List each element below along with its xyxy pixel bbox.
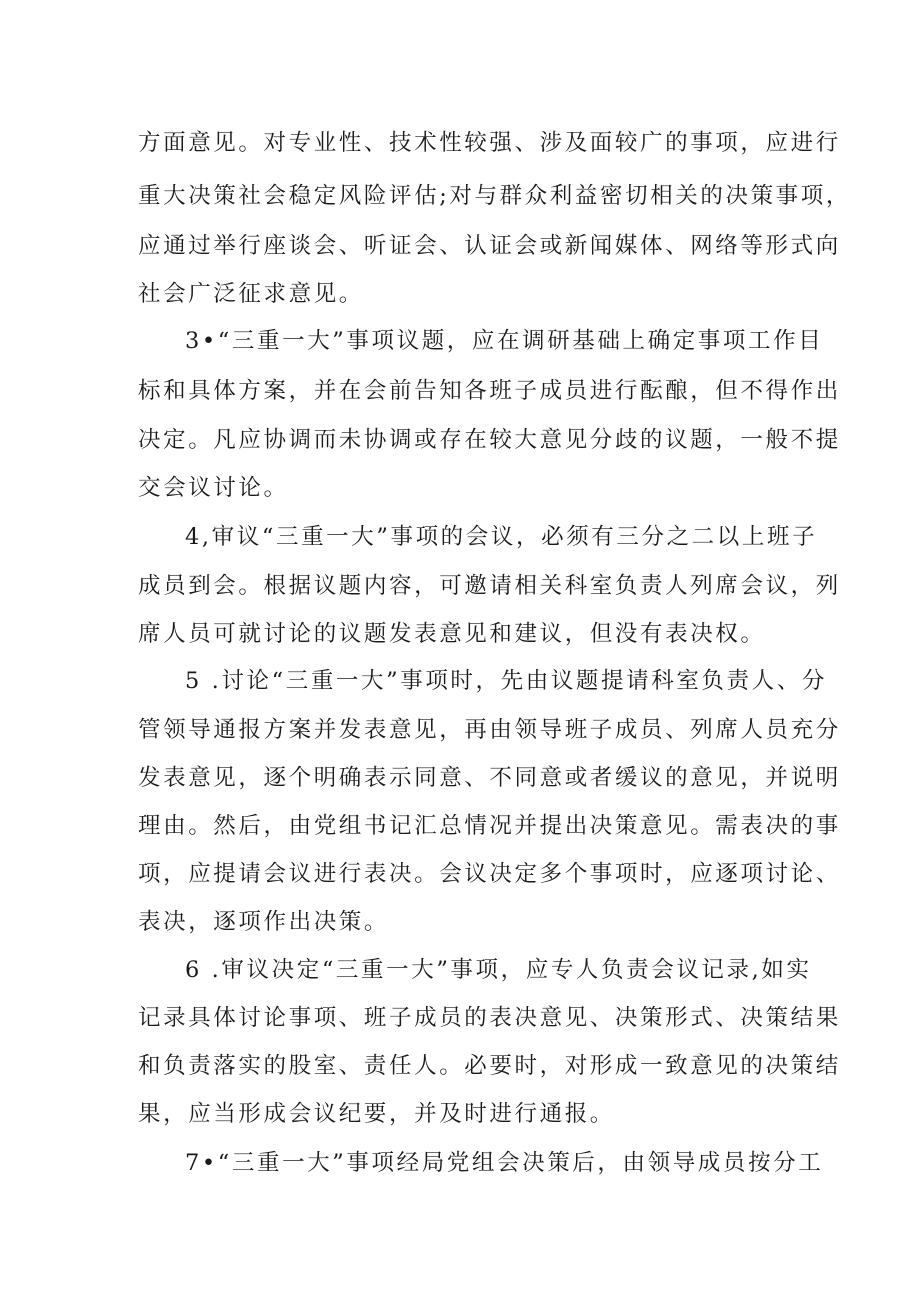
text-line: 果，应当形成会议纪要，并及时进行通报。 (138, 1101, 615, 1127)
text-line: 交会议讨论。 (138, 475, 289, 501)
text-line: 决定。凡应协调而未协调或存在较大意见分歧的议题，一般不提 (138, 427, 841, 453)
paragraph-7-start: 7•“三重一大”事项经局党组会决策后，由领导成员按分工 (185, 1150, 824, 1176)
text-line: 社会广泛征求意见。 (138, 281, 364, 307)
text-line: 重大决策社会稳定风险评估;对与群众利益密切相关的决策事项， (138, 183, 851, 209)
text-line: 和负责落实的股室、责任人。必要时，对形成一致意见的决策结 (138, 1053, 841, 1079)
text-line: 项，应提请会议进行表决。会议决定多个事项时，应逐项讨论、 (138, 861, 841, 887)
paragraph-3-start: 3•“三重一大”事项议题，应在调研基础上确定事项工作目 (185, 328, 824, 354)
text-line: 表决，逐项作出决策。 (138, 909, 390, 935)
text-line: 发表意见，逐个明确表示同意、不同意或者缓议的意见，并说明 (138, 765, 841, 791)
text-line: 记录具体讨论事项、班子成员的表决意见、决策形式、决策结果 (138, 1005, 841, 1031)
paragraph-4-start: 4,审议“三重一大”事项的会议，必须有三分之二以上班子 (185, 524, 818, 550)
paragraph-6-start: 6 .审议决定“三重一大”事项，应专人负责会议记录,如实 (185, 957, 812, 983)
text-line: 应通过举行座谈会、听证会、认证会或新闻媒体、网络等形式向 (138, 233, 841, 259)
text-line: 方面意见。对专业性、技术性较强、涉及面较广的事项，应进行 (138, 130, 841, 156)
text-line: 席人员可就讨论的议题发表意见和建议，但没有表决权。 (138, 621, 766, 647)
text-line: 管领导通报方案并发表意见，再由领导班子成员、列席人员充分 (138, 717, 841, 743)
paragraph-5-start: 5 .讨论“三重一大”事项时，先由议题提请科室负责人、分 (185, 668, 827, 694)
text-line: 成员到会。根据议题内容，可邀请相关科室负责人列席会议，列 (138, 573, 841, 599)
text-line: 标和具体方案，并在会前告知各班子成员进行酝酿，但不得作出 (138, 378, 841, 404)
text-line: 理由。然后，由党组书记汇总情况并提出决策意见。需表决的事 (138, 813, 841, 839)
